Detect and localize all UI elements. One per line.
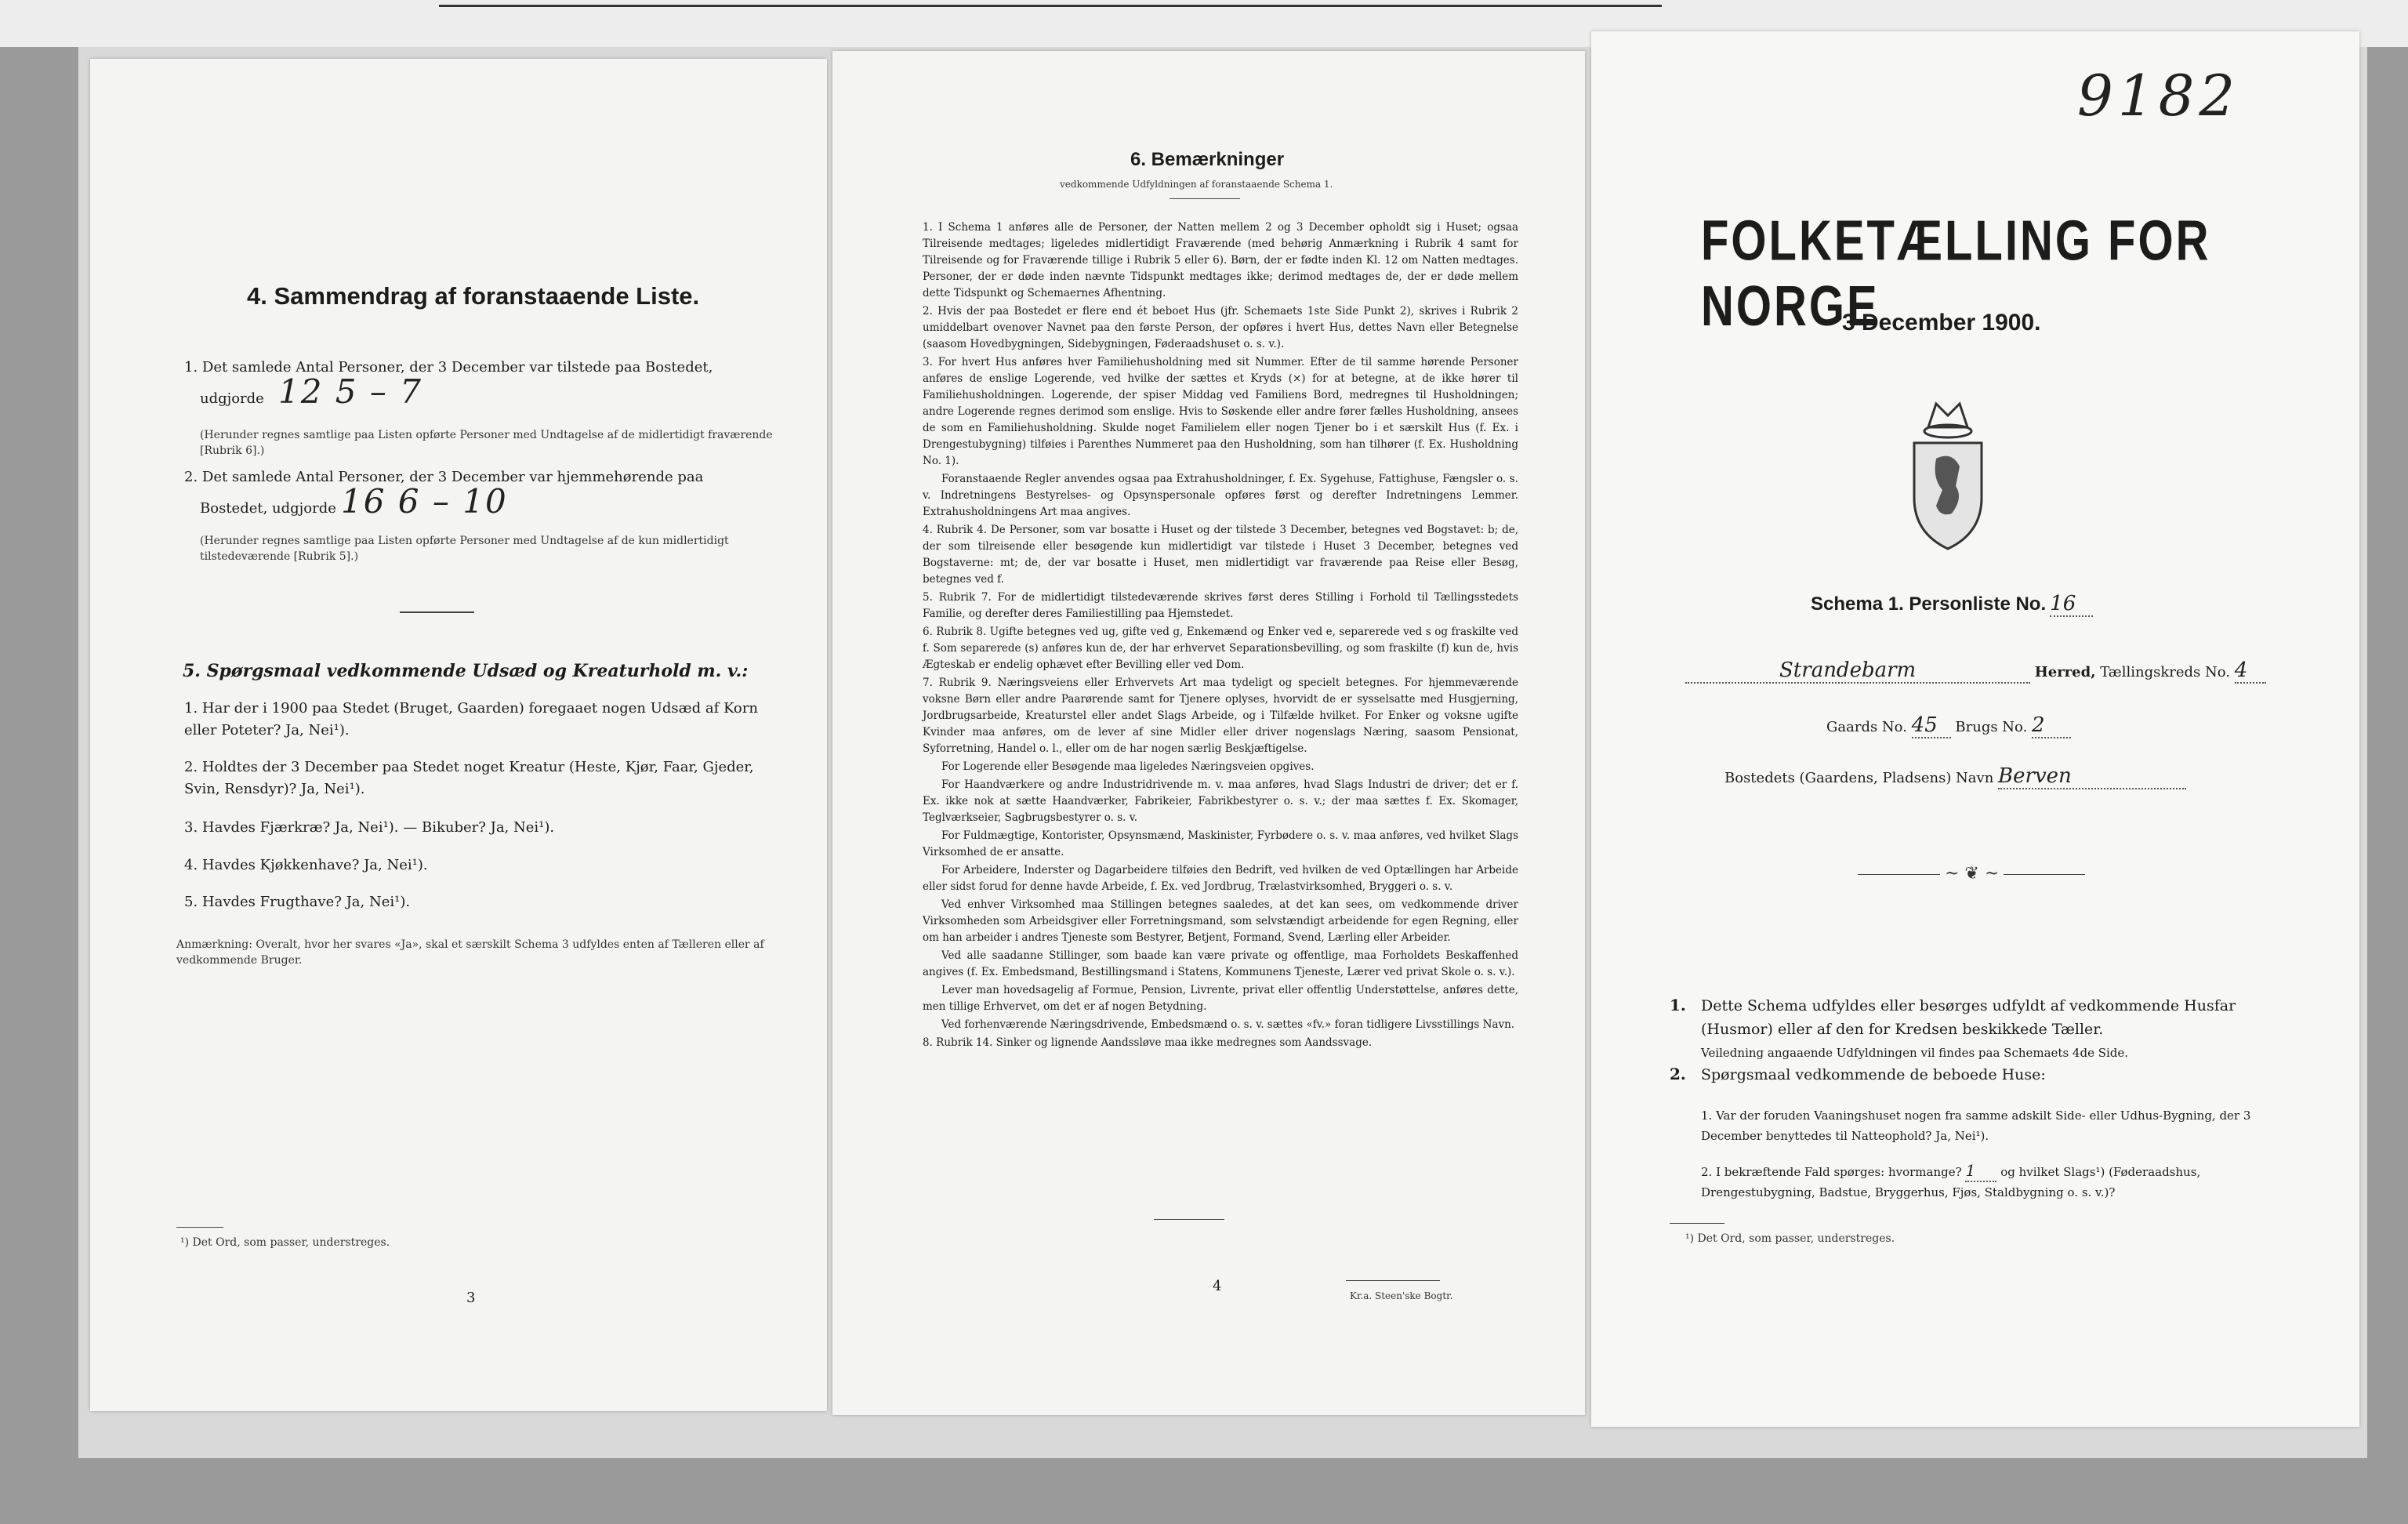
archive-number: 9182 xyxy=(2077,63,2240,129)
remark-paragraph: 4. Rubrik 4. De Personer, som var bosatte i Huset og der tilstede 3 December, betegnes ved Bogstavet: b; de, der som tilreisende eller besøgende kun midlertidigt var tilstede i Huset 3 December, betegnes ved Bogstaverne: mt; de, der var bosatte i Huset, men midlertidigt var fraværende paa Reise eller Besøg, betegnes ved f. xyxy=(923,524,1518,586)
summary-item-1-note: (Herunder regnes samtlige paa Listen opførte Personer med Undtagelse af de midlertidigt fraværende [Rubrik 6].) xyxy=(200,429,773,457)
question-3: 3. Havdes Fjærkræ? Ja, Nei¹). — Bikuber? Ja, Nei¹). xyxy=(184,819,555,836)
footnote: ¹) Det Ord, som passer, understreges. xyxy=(1685,1232,1895,1245)
remark-paragraph: Ved enhver Virksomhed maa Stillingen betegnes saaledes, at det kan sees, om vedkommende driver Virksomheden som Arbeidsgiver eller Forretningsmand, som selvstændigt arbeidende for egen Regning, eller om han arbeider i andres Tjeneste som Bestyrer, Betjent, Formand, Svend, Lærling eller Arbeider. xyxy=(923,898,1518,944)
house-question-1: 1. Var der foruden Vaaningshuset nogen fra samme adskilt Side- eller Udhus-Bygning, der 3 December benyttedes til Natteophold? Ja, Nei¹). xyxy=(1701,1109,2251,1143)
page-number: 4 xyxy=(1213,1278,1222,1294)
footnote: ¹) Det Ord, som passer, understreges. xyxy=(180,1236,390,1249)
summary-item-1-value: 12 5 – 7 xyxy=(278,372,422,411)
remark-paragraph: 2. Hvis der paa Bostedet er flere end ét beboet Hus (jfr. Schemaets 1ste Side Punkt 2), skrives i Rubrik 2 umiddelbart ovenover Navnet paa den første Person, der opføres i hvert Hus, dettes Navn eller Betegnelse (saasom Hovedbygningen, Sidebygningen, Føderaadshuset o. s. v.). xyxy=(923,305,1518,350)
remark-paragraph: 6. Rubrik 8. Ugifte betegnes ved ug, gifte ved g, Enkemænd og Enker ved e, separerede ved s og fraskilte ved f. Som separerede (s) anføres kun de, der har erhvervet Separationsbevilling, og som fraskilte (f) kun de, hvis Ægteskab er endelig ophævet efter Bevilling eller ved Dom. xyxy=(923,626,1518,671)
schema-label: Schema 1. Personliste No. xyxy=(1811,593,2047,615)
divider xyxy=(1170,198,1240,199)
section-5-title: 5. Spørgsmaal vedkommende Udsæd og Kreaturhold m. v.: xyxy=(183,661,749,681)
ornament: ~ ❦ ~ xyxy=(1940,864,2004,884)
gaards-label: Gaards No. xyxy=(1826,719,1907,735)
house-question-2-text: 2. I bekræftende Fald spørges: hvormange? xyxy=(1701,1165,1962,1179)
bosted-label: Bostedets (Gaardens, Pladsens) Navn xyxy=(1724,770,1994,786)
printer-mark: Kr.a. Steen'ske Bogtr. xyxy=(1350,1290,1453,1301)
remark-paragraph: For Logerende eller Besøgende maa ligeledes Næringsveien opgives. xyxy=(941,760,1315,773)
instruction-2-number: 2. xyxy=(1670,1065,1686,1083)
remark-paragraph: Foranstaaende Regler anvendes ogsaa paa Extrahusholdninger, f. Ex. Sygehuse, Fattighuse, Fængsler o. s. v. Indretningens Bestyrelses- og Opsynspersonale opføres først og derefter Indretningens Lemmer. Extrahusholdningens Art maa angives. xyxy=(923,473,1518,518)
remark-paragraph: Ved alle saadanne Stillinger, som baade kan være private og offentlige, maa Forholdets Beskaffenhed angives (f. Ex. Embedsmand, Bestillingsmand i Statens, Kommunens Tjeneste, Lærer ved privat Skole o. s. v.). xyxy=(923,949,1518,978)
section-4-title: 4. Sammendrag af foranstaaende Liste. xyxy=(247,282,700,310)
summary-item-2-note: (Herunder regnes samtlige paa Listen opførte Personer med Undtagelse af de kun midlertidigt tilstedeværende [Rubrik 5].) xyxy=(200,535,729,563)
question-1: 1. Har der i 1900 paa Stedet (Bruget, Gaarden) foregaaet nogen Udsæd af Korn eller Poteter? Ja, Nei¹). xyxy=(184,700,758,738)
kreds-label: Tællingskreds No. xyxy=(2100,664,2230,680)
house-count: 1 xyxy=(1965,1160,1996,1182)
remark-paragraph: Lever man hovedsagelig af Formue, Pension, Livrente, privat eller offentlig Understøttelse, anføres dette, men tillige Erhvervet, om det er af nogen Betydning. xyxy=(923,984,1518,1013)
divider xyxy=(1154,1219,1224,1220)
instruction-2: Spørgsmaal vedkommende de beboede Huse: xyxy=(1701,1066,2046,1083)
coat-of-arms-icon xyxy=(1905,388,1991,553)
summary-item-2-value: 16 6 – 10 xyxy=(341,482,508,521)
remark-paragraph: 1. I Schema 1 anføres alle de Personer, der Natten mellem 2 og 3 December opholdt sig i Huset; ogsaa Tilreisende medtages; ligeledes midlertidigt Fraværende (med behørig Anmærkning i Rubrik 4 samt for Tilreisende og for Fraværende tillige i Rubrik 5 eller 6). Børn, der er fødte inden Kl. 12 om Natten medtages. Personer, der er døde inden nævnte Tidspunkt medtages ikke; derimod medtages de, der er døde mellem dette Tidspunkt og Schemaernes Afhentning. xyxy=(923,221,1518,299)
question-4: 4. Havdes Kjøkkenhave? Ja, Nei¹). xyxy=(184,857,428,873)
remark-paragraph: 5. Rubrik 7. For de midlertidigt tilstedeværende skrives først deres Stilling i Forhold til Tællingsstedets Familie, og derefter deres Familiestilling paa Hjemstedet. xyxy=(923,591,1518,620)
herred-row xyxy=(1685,659,2328,684)
document-title: FOLKETÆLLING FOR NORGE xyxy=(1701,209,2211,339)
gaards-value: 45 xyxy=(1912,713,1951,738)
summary-item-1-prefix: udgjorde xyxy=(200,390,264,407)
question-5: 5. Havdes Frugthave? Ja, Nei¹). xyxy=(184,894,411,910)
remark-paragraph: For Fuldmægtige, Kontorister, Opsynsmænd, Maskinister, Fyrbødere o. s. v. maa anføres, ved hvilket Slags Virksomhed de er ansatte. xyxy=(923,829,1518,858)
instruction-1-number: 1. xyxy=(1670,996,1686,1014)
remark-paragraph: 7. Rubrik 9. Næringsveiens eller Erhvervets Art maa tydeligt og specielt betegnes. For hjemmeværende voksne Børn eller andre Paarørende samt for Tjenere oplyses, hvorvidt de er sysselsatte med Husgjerning, Jordbrugsarbeide, Kreaturstel eller andet Slags Arbeide, og i Tilfælde hvilket. For Enker og voksne ugifte Kvinder maa anføres, om de lever af sine Midler eller driver nogenslags Næring, saasom Pensionat, Syforretning, Handel o. l., eller om de har nogen særlig Beskjæftigelse. xyxy=(923,677,1518,755)
remarks-subtitle: vedkommende Udfyldningen af foranstaaende Schema 1. xyxy=(1060,179,1333,190)
schema-number: 16 xyxy=(2050,592,2093,617)
brugs-label: Brugs No. xyxy=(1955,719,2028,735)
remark-paragraph: 8. Rubrik 14. Sinker og lignende Aandssløve maa ikke medregnes som Aandssvage. xyxy=(923,1036,1373,1049)
bosted-row xyxy=(1724,764,2186,789)
bosted-value: Berven xyxy=(1998,764,2186,789)
remark-paragraph: Ved forhenværende Næringsdrivende, Embedsmænd o. s. v. sættes «fv.» foran tidligere Livsstillings Navn. xyxy=(941,1018,1515,1031)
scan-rule xyxy=(439,5,1662,7)
page-number: 3 xyxy=(466,1290,476,1306)
remark-paragraph: For Arbeidere, Inderster og Dagarbeidere tilføies den Bedrift, ved hvilken de ved Optællingen har Arbeide eller sidst forud for denne havde Arbeide, f. Ex. ved Jordbrug, Trælastvirksomhed, Bryggeri o. s. v. xyxy=(923,864,1518,893)
gaards-row xyxy=(1826,713,2071,738)
footnote-rule xyxy=(1670,1223,1724,1224)
remark-paragraph: 3. For hvert Hus anføres hver Familiehusholdning med sit Nummer. Efter de til samme hørende Personer anføres de enslige Logerende, ved hvilke der sættes et Kryds (×) for at betegne, at de ikke hører til Familiehusholdningen. Logerende, der spiser Middag ved Familiens Bord, medregnes til Husholdningen; andre Logerende regnes derimod som enslige. Hvis to Søskende eller andre fører fælles Husholdning, ansees de som en Familiehusholdning. Skulde noget Familielem eller nogen Tjener bo i et særskilt Hus (f. Ex. i Drengestubygning) tilføies i Parenthes Nummeret paa den Husholdning, som han tilhører (f. Ex. Husholdning No. 1). xyxy=(923,356,1518,467)
herred-label: Herred, xyxy=(2034,664,2096,680)
left-page xyxy=(90,59,827,1411)
schema-row xyxy=(1811,592,2093,617)
kreds-value: 4 xyxy=(2235,659,2266,684)
remark: Anmærkning: Overalt, hvor her svares «Ja», skal et særskilt Schema 3 udfyldes enten af Tælleren eller af vedkommende Bruger. xyxy=(176,938,764,967)
summary-item-2-prefix: Bostedet, udgjorde xyxy=(200,500,336,517)
summary-item-2: 2. Det samlede Antal Personer, der 3 December var hjemmehørende paa xyxy=(184,469,704,485)
house-question-2 xyxy=(1701,1160,2297,1203)
footnote-rule xyxy=(176,1227,223,1228)
instruction-1: Dette Schema udfyldes eller besørges udfyldt af vedkommende Husfar (Husmor) eller af den for Kredsen beskikkede Tæller. xyxy=(1701,997,2236,1038)
remarks-body xyxy=(923,220,1518,1053)
summary-item-1: 1. Det samlede Antal Personer, der 3 December var tilstede paa Bostedet, xyxy=(184,359,713,376)
census-date: 3 December 1900. xyxy=(1842,310,2041,336)
brugs-value: 2 xyxy=(2032,713,2071,738)
herred-value: Strandebarm xyxy=(1685,659,2030,684)
question-2: 2. Holdtes der 3 December paa Stedet noget Kreatur (Heste, Kjør, Faar, Gjeder, Svin, Rensdyr)? Ja, Nei¹). xyxy=(184,759,754,797)
middle-page xyxy=(832,51,1585,1415)
divider xyxy=(400,611,474,613)
remark-paragraph: For Haandværkere og andre Industridrivende m. v. maa anføres, hvad Slags Industri de driver; det er f. Ex. ikke nok at sætte Haandværker, Fabrikeier, Fabrikbestyrer o. s. v.; der maa sættes f. Ex. Skomager, Teglværkseier, Sagbrugsbestyrer o. s. v. xyxy=(923,778,1518,824)
printer-rule xyxy=(1346,1280,1440,1281)
house-question-2-rest: og hvilket Slags¹) (Føderaadshus, Drengestubygning, Badstue, Bryggerhus, Fjøs, Staldbygning o. s. v.)? xyxy=(1701,1165,2201,1199)
instruction-1-sub: Veiledning angaaende Udfyldningen vil findes paa Schemaets 4de Side. xyxy=(1701,1046,2129,1060)
remarks-title: 6. Bemærkninger xyxy=(1130,149,1285,170)
right-page xyxy=(1591,31,2359,1427)
